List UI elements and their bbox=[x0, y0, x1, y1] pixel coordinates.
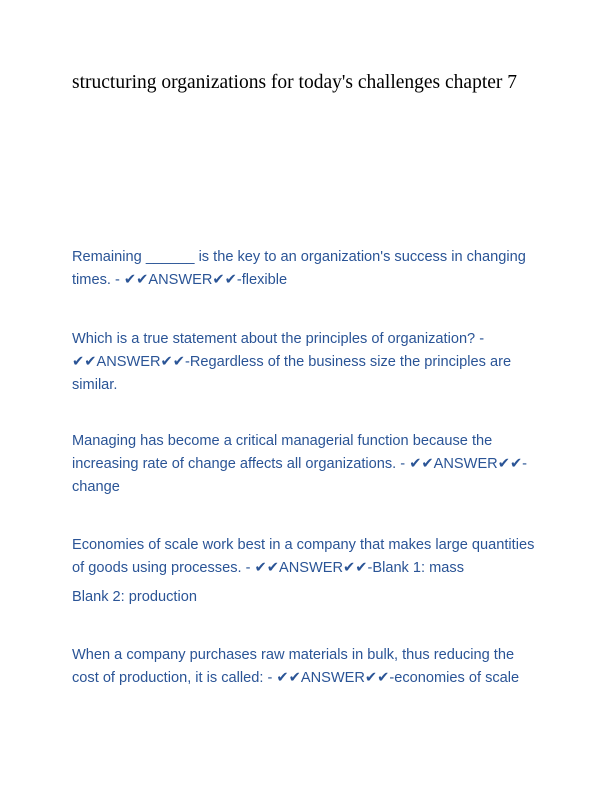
qa-line: change bbox=[72, 479, 120, 495]
qa-item-2 bbox=[72, 328, 542, 397]
qa-item-5 bbox=[72, 644, 542, 690]
qa-line: Managing has become a critical managerial function because the bbox=[72, 433, 493, 449]
qa-line: cost of production, it is called: - ✔✔ANSWER✔✔-economies of scale bbox=[72, 670, 520, 686]
qa-line: Remaining ______ is the key to an organization's success in changing bbox=[72, 249, 526, 265]
qa-line: Which is a true statement about the principles of organization? - bbox=[72, 331, 485, 347]
qa-line: similar. bbox=[72, 377, 118, 393]
qa-item-4 bbox=[72, 534, 542, 609]
qa-line: times. - ✔✔ANSWER✔✔-flexible bbox=[72, 272, 288, 288]
qa-line: of goods using processes. - ✔✔ANSWER✔✔-Blank 1: mass bbox=[72, 560, 465, 576]
qa-item-3 bbox=[72, 430, 542, 499]
qa-extra-line: Blank 2: production bbox=[72, 589, 197, 605]
qa-line: When a company purchases raw materials in bulk, thus reducing the bbox=[72, 647, 515, 663]
qa-line: ✔✔ANSWER✔✔-Regardless of the business size the principles are bbox=[72, 354, 512, 370]
qa-line: Economies of scale work best in a company that makes large quantities bbox=[72, 537, 535, 553]
qa-line: increasing rate of change affects all organizations. - ✔✔ANSWER✔✔- bbox=[72, 456, 528, 472]
qa-item-1 bbox=[72, 246, 542, 292]
document-title: structuring organizations for today's challenges chapter 7 bbox=[72, 72, 518, 93]
